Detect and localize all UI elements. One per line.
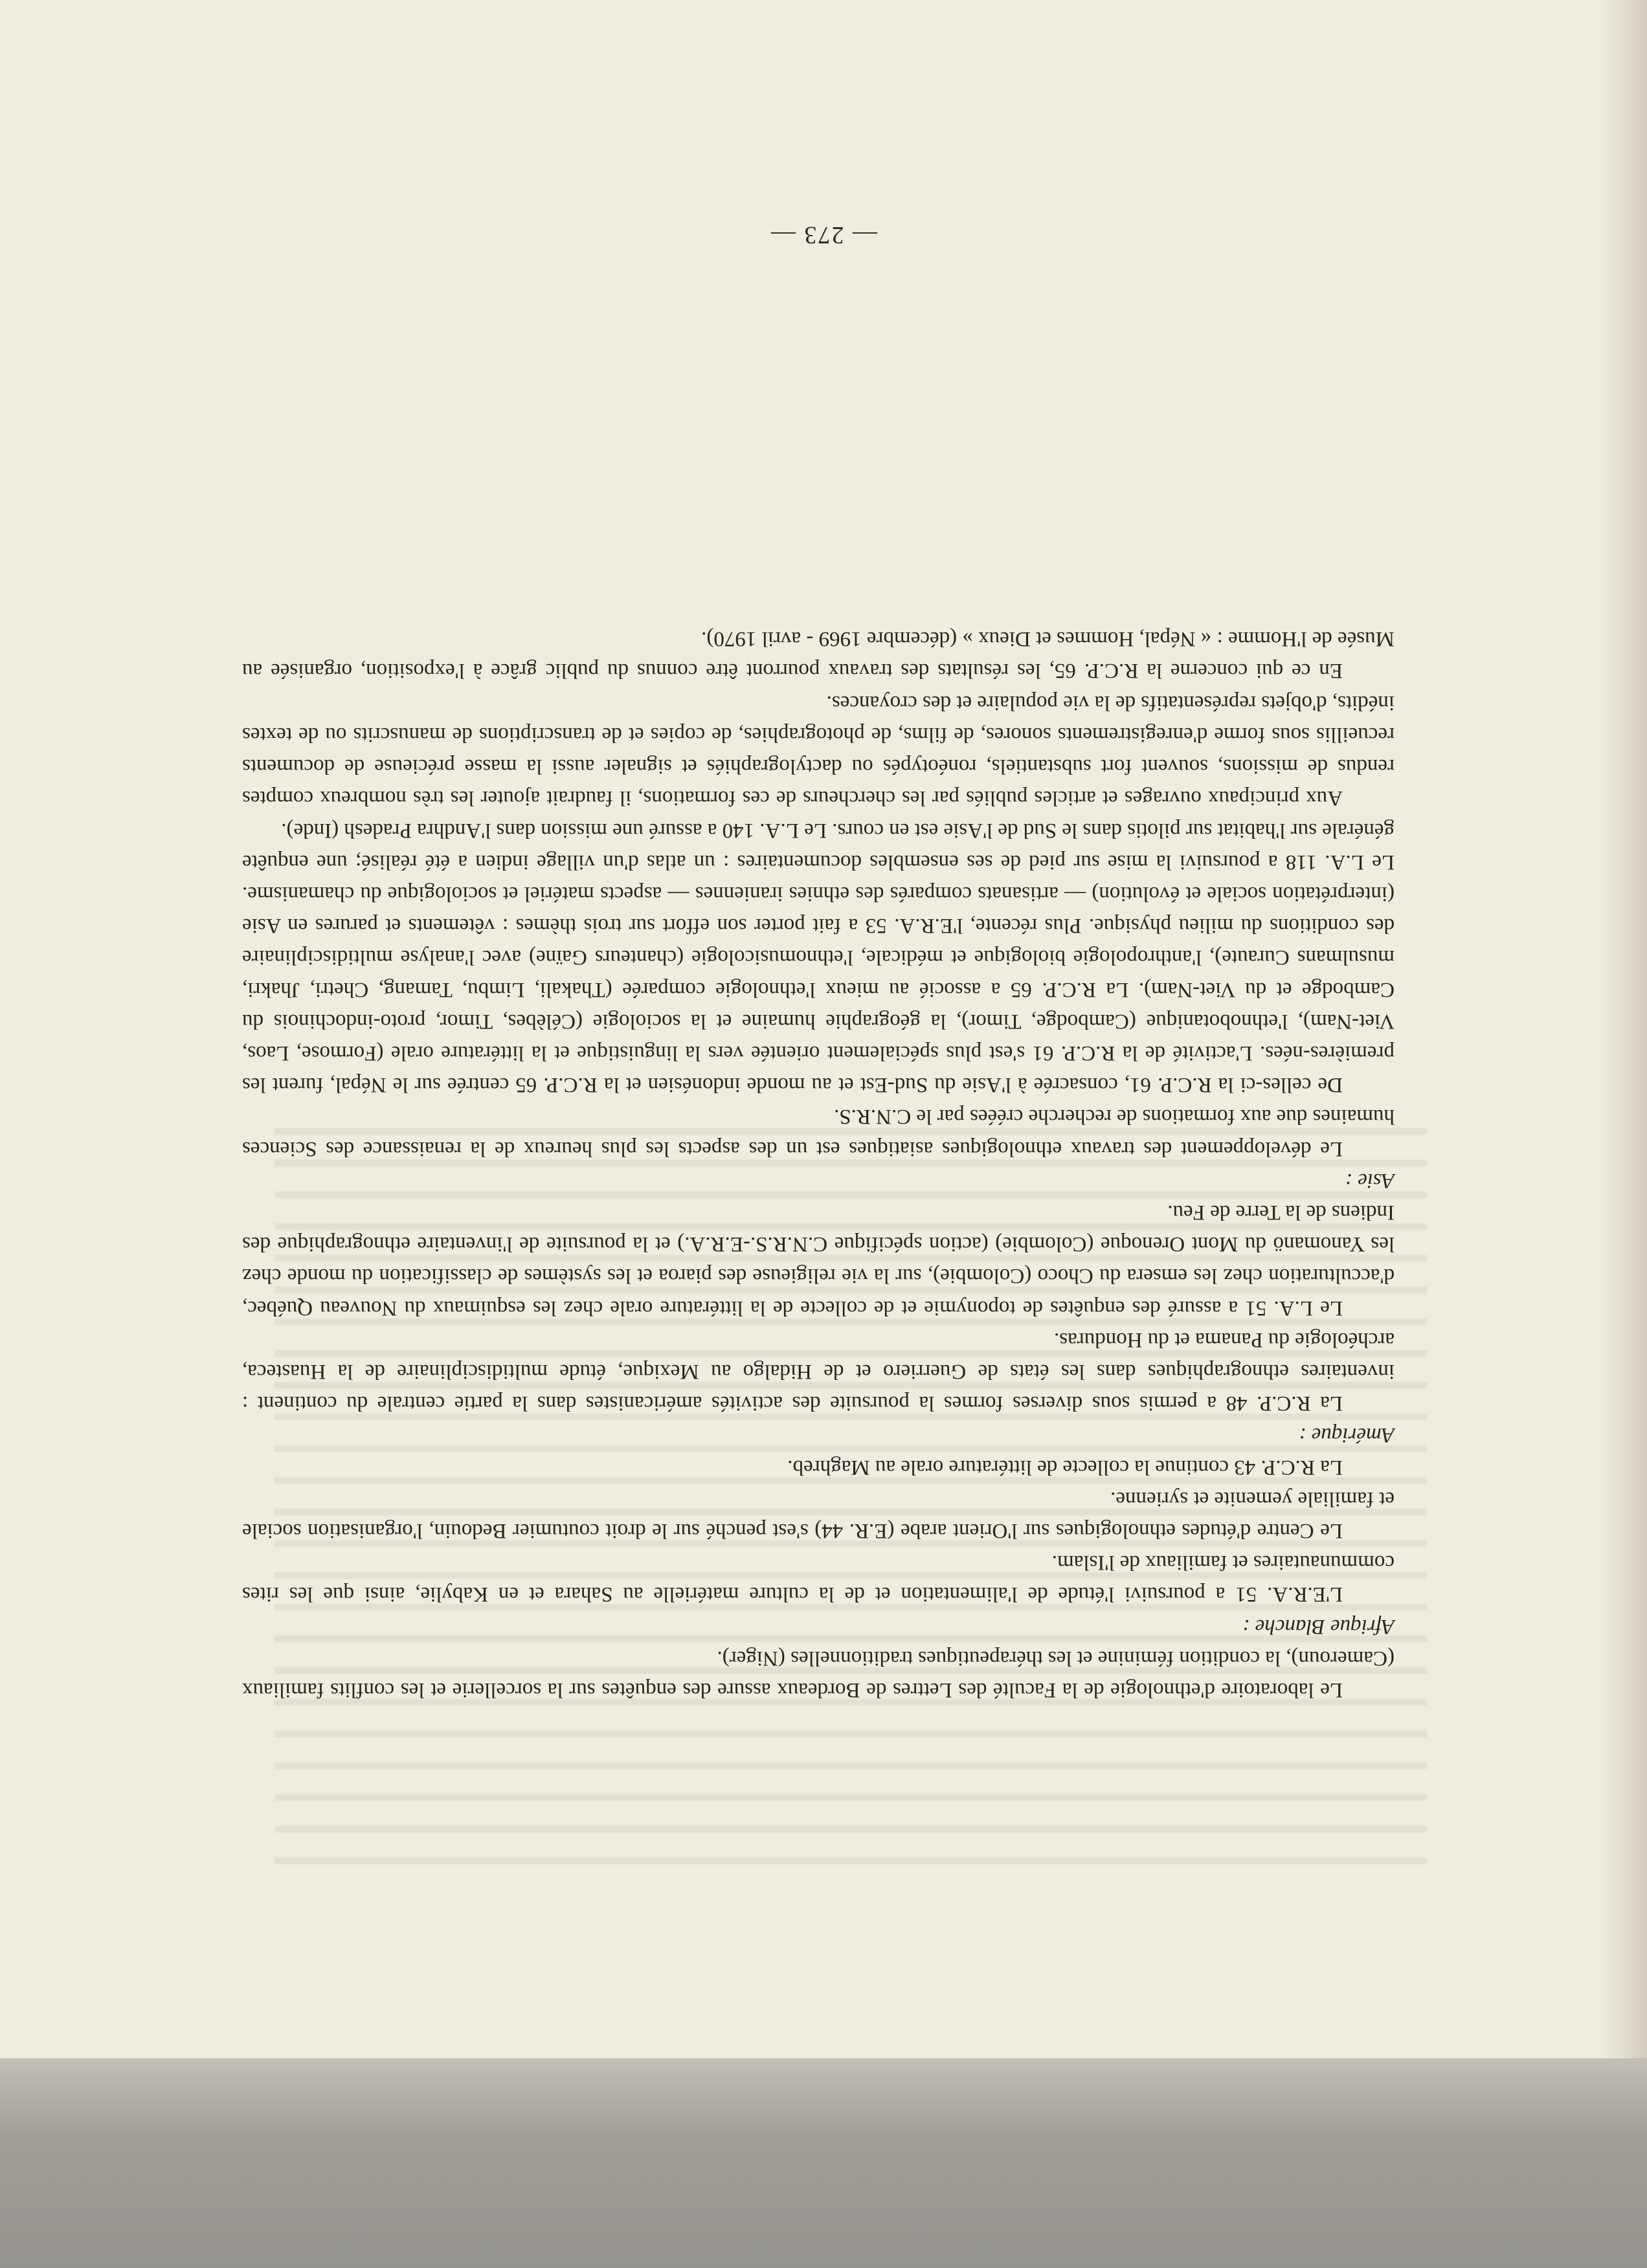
page-edge-shadow xyxy=(1602,0,1647,2058)
heading-amerique: Amérique : xyxy=(1299,1423,1395,1447)
paragraph-la-51: Le L.A. 51 a assuré des enquêtes de toponymie et de collecte de la littérature orale chez les esquimaux du Nouveau Québec, d'acculturation chez les emsera du Choco (Colombie), sur la vie religieuse des piaroa et les systèmes de classification du monde chez les Yanomanö du Mont Orenoque (Colombie) (action spécifique C.N.R.S.-E.R.A.) et la poursuite de l'inventaire ethnographique des Indiens de la Terre de Feu. xyxy=(242,1200,1395,1320)
heading-asie: Asie : xyxy=(1345,1168,1395,1192)
paragraph-rcp-43: La R.C.P. 43 continue la collecte de littérature orale au Maghreb. xyxy=(787,1455,1343,1479)
paragraph-rcp-61-65: De celles-ci la R.C.P. 61, consacrée à l'Asie du Sud-Est et au monde indonésien et la R.C.P. 65 centrée sur le Népal, furent les premières-nées. L'activité de la R.C.P. 61 s'est plus spécialement orientée vers la linguistique et la littérature orale (Formose, Laos, Viet-Nam), l'ethnobotanique (Cambodge, Timor), la géographie humaine et la sociologie (Célèbes, Timor, proto-indochinois du Cambodge et du Viet-Nam). La R.C.P. 65 a associé au mieux l'ethnologie comparée (Thakali, Limbu, Tamang, Chetri, Jhakri, musulmans Curaute), l'anthropologie biologique et médicale, l'ethnomusicologie (chanteurs Gaïne) avec l'analyse multidisciplinaire des conditions du milieu physique. Plus récente, l'E.R.A. 53 a fait porter son effort sur trois thèmes : vêtements et parures en Asie (interprétation sociale et évolution) — artisanats comparés des ethnies iraniennes — aspects matériel et sociologique du chamanisme. Le L.A. 118 a poursuivi la mise sur pied de ses ensembles documentaires : un atlas d'un village indien a été réalisé; une enquête générale sur l'habitat sur pilotis dans le Sud de l'Asie est en cours. Le L.A. 140 a assuré une mission dans l'Andhra Pradesh (Inde). xyxy=(242,818,1395,1097)
paragraph-asie-intro: Le développement des travaux ethnologiques asiatiques est un des aspects les plus heureux de la renaissance des Sciences humaines due aux formations de recherche créées par le C.N.R.S. xyxy=(242,1105,1395,1161)
body-text xyxy=(242,623,1395,1706)
paragraph-exposition: En ce qui concerne la R.C.P. 65, les résultats des travaux pourront être connus du public grâce à l'exposition, organisée au Musée de l'Homme : « Népal, Hommes et Dieux » (décembre 1969 - avril 1970). xyxy=(242,627,1395,683)
page-number: — 273 — xyxy=(770,221,877,249)
heading-afrique-blanche: Afrique Blanche : xyxy=(1242,1614,1395,1638)
paragraph-rcp-48: La R.C.P. 48 a permis sous diverses formes la poursuite des activités américanistes dans la partie centrale du continent : inventaires ethnographiques dans les états de Guerriero et de Hidalgo au Mexique, étude multidisciplinaire de la Huasteca, archéologie du Panama et du Honduras. xyxy=(242,1328,1395,1416)
paragraph-publications: Aux principaux ouvrages et articles publiés par les chercheurs de ces formations, il faudrait ajouter les très nombreux comptes rendus de missions, souvent fort substantiels, ronéotypés ou dactylographiés et signaler aussi la masse précieuse de documents recueillis sous forme d'enregistrements sonores, de films, de photographies, de copies et de transcriptions de manuscrits ou de textes inédits, d'objets représentatifs de la vie populaire et des croyances. xyxy=(242,691,1395,810)
paragraph-era-51: L'E.R.A. 51 a poursuivi l'étude de l'alimentation et de la culture matérielle au Sahara et en Kabylie, ainsi que les rites communautaires et familiaux de l'Islam. xyxy=(242,1551,1395,1606)
paragraph-bordeaux-lab: Le laboratoire d'ethnologie de la Faculté des Lettres de Bordeaux assure des enquêtes sur la sorcellerie et les conflits familiaux (Cameroun), la condition féminine et les thérapeutiques traditionnelles (Niger). xyxy=(242,1646,1395,1702)
paragraph-orient-arabe: Le Centre d'études ethnologiques sur l'Orient arabe (E.R. 44) s'est penché sur le droit coutumier Bedouin, l'organisation sociale et familiale yemenite et syrienne. xyxy=(242,1487,1395,1542)
scanner-background xyxy=(0,2058,1647,2268)
